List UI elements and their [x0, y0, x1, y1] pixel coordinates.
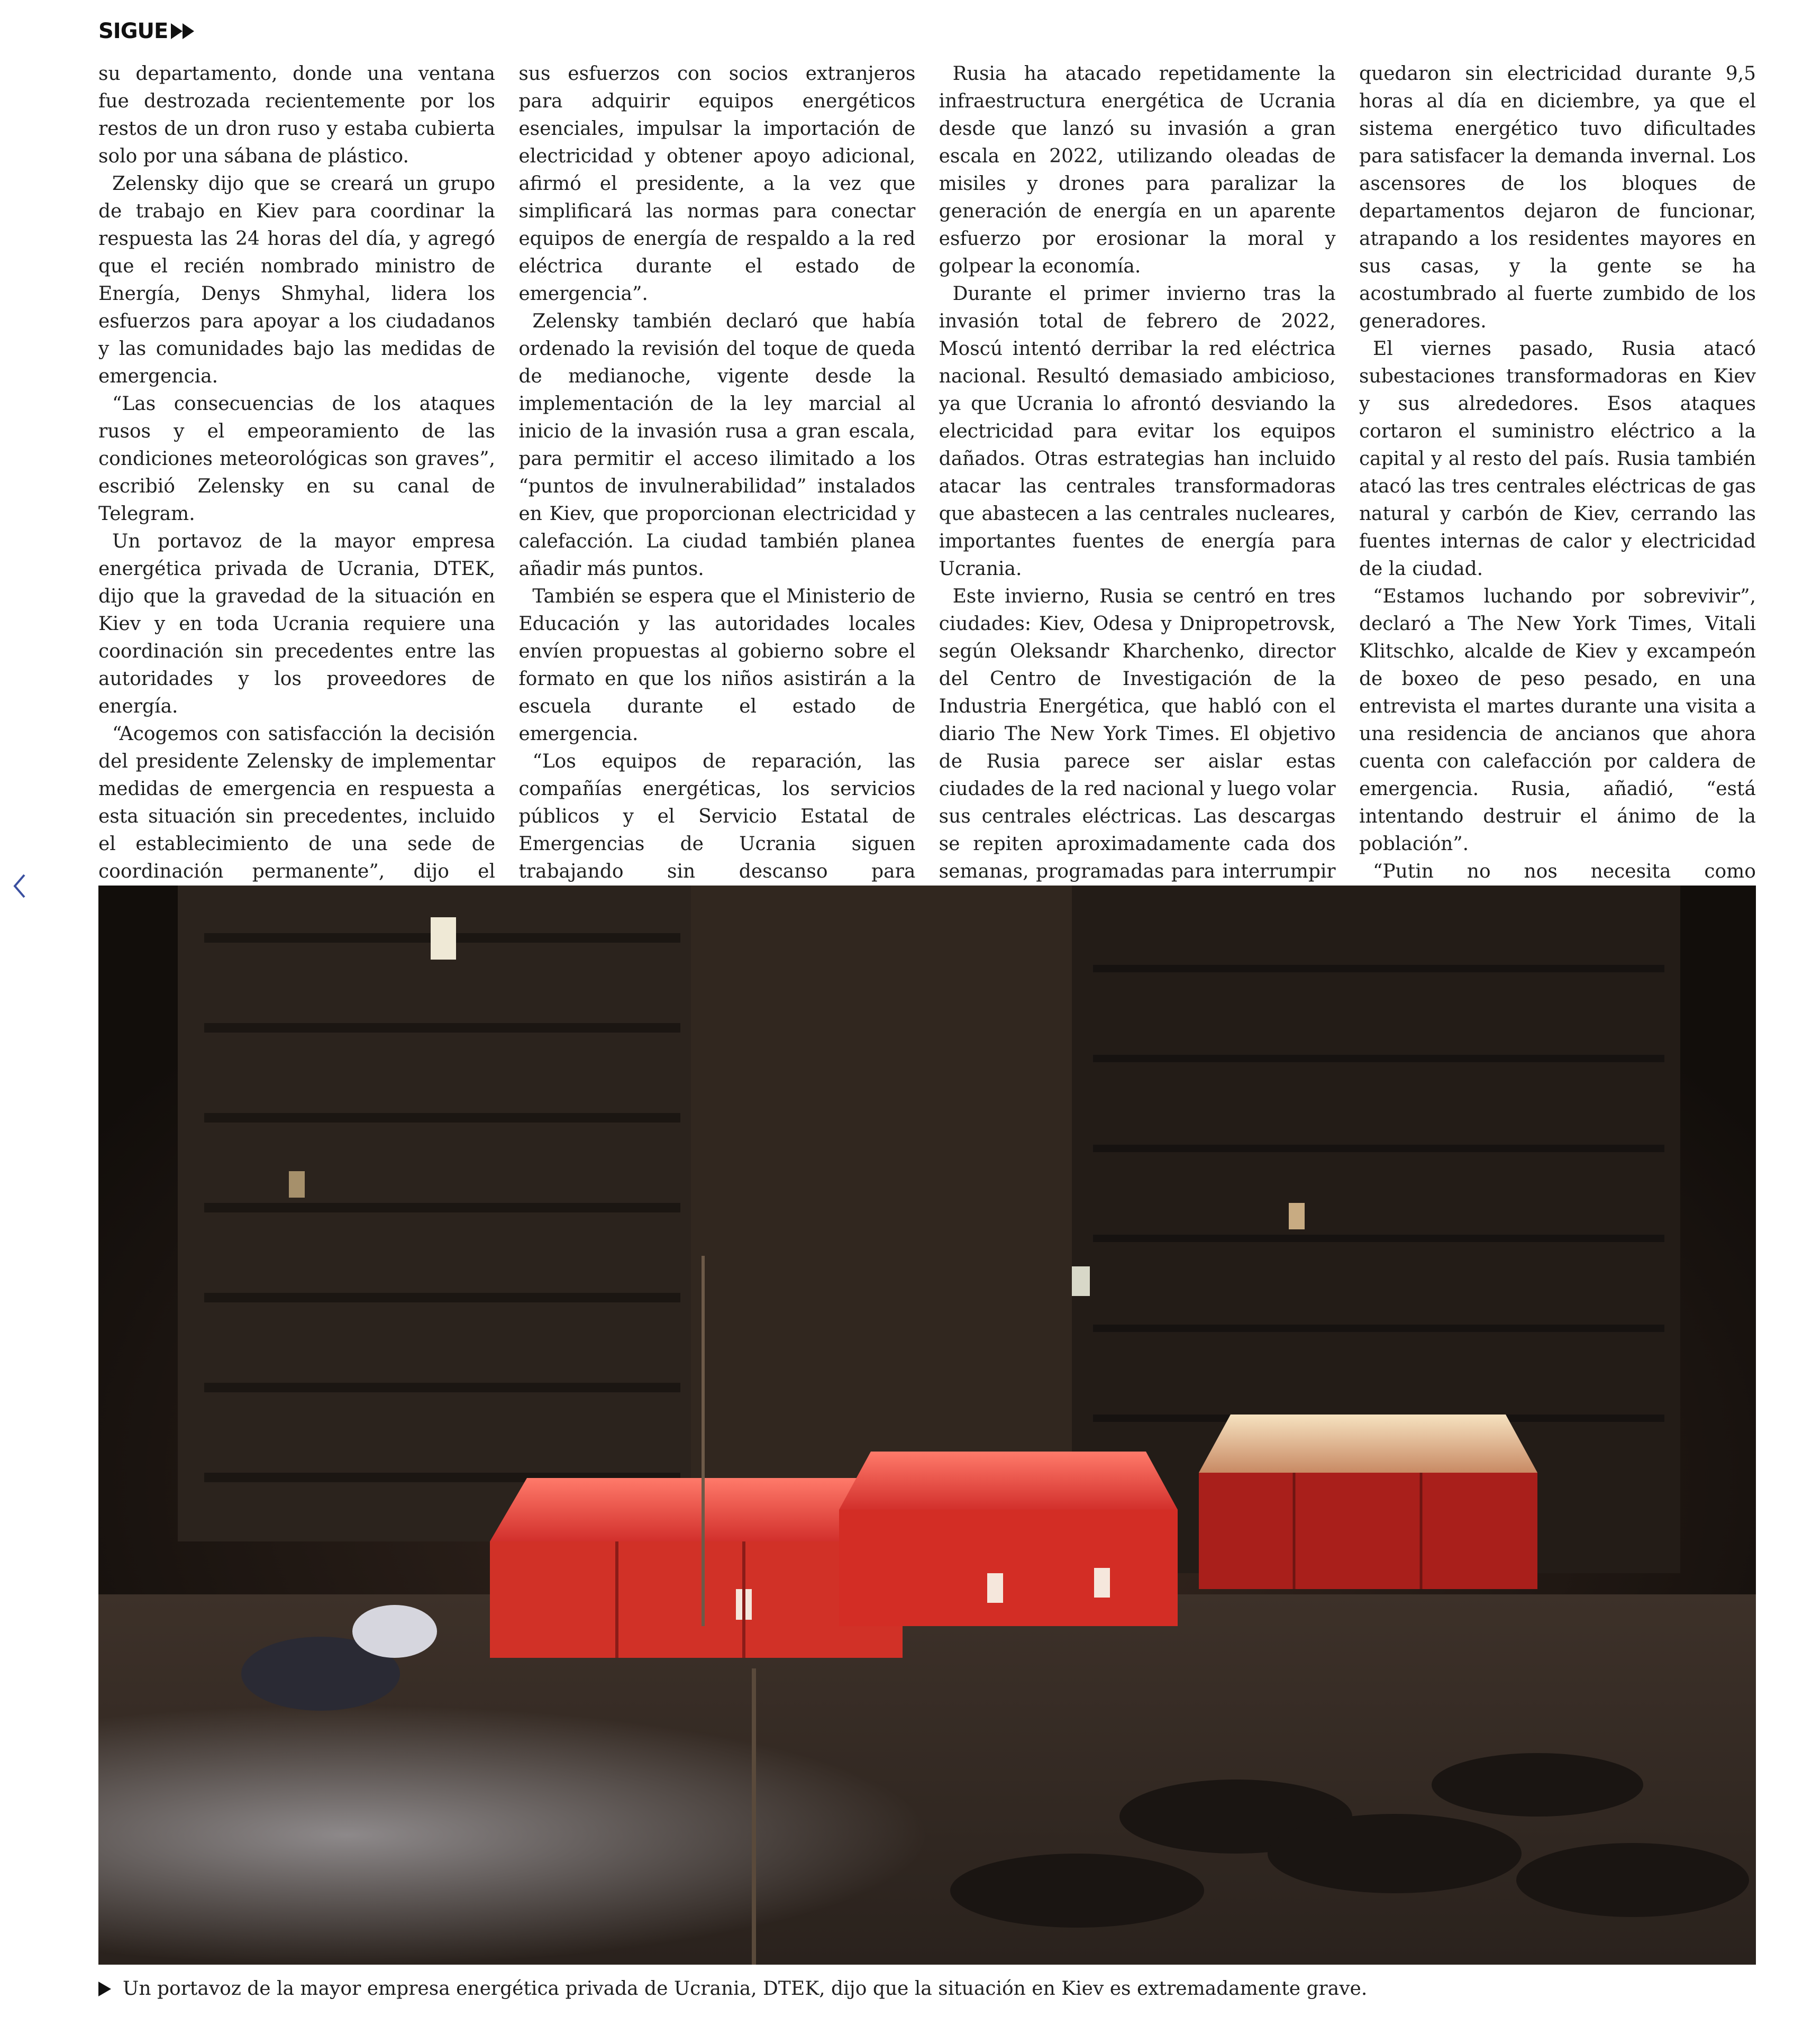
paragraph: También se espera que el Ministerio de Educación y las autoridades locales envíen propuestas al gobierno sobre el formato en que los niños asistirán a la escuela durante el estado de emergencia.	[518, 586, 916, 745]
continue-label	[98, 19, 194, 43]
article-column-3	[939, 60, 1336, 882]
paragraph: quedaron sin electricidad durante 9,5 horas al día en diciembre, ya que el sistema energético tuvo dificultades para satisfacer la demanda invernal. Los ascensores de los bloques de departamentos dejaron de funcionar, atrapando a los residentes mayores en sus casas, y la gente se ha acostumbrado al fuerte zumbido de los generadores.	[1359, 63, 1756, 332]
paragraph: “Acogemos con satisfacción la decisión del presidente Zelensky de implementar medidas de emergencia en respuesta a esta situación sin precedentes, incluido el establecimiento de una sede de coordinación permanente”, dijo el	[98, 723, 495, 882]
photo-caption	[98, 1975, 1756, 2003]
paragraph: Zelensky también declaró que había ordenado la revisión del toque de queda de medianoche, vigente desde la implementación de la ley marcial al inicio de la invasión rusa a gran escala, para permitir el acceso ilimitado a los “puntos de invulnerabilidad” instalados en Kiev, que proporcionan electricidad y calefacción. La ciudad también planea añadir más puntos.	[518, 311, 916, 580]
paragraph: Este invierno, Rusia se centró en tres ciudades: Kiev, Odesa y Dnipropetrovsk, según Oleksandr Kharchenko, director del Centro de Investigación de la Industria Energética, que habló con el diario The New York Times. El objetivo de Rusia parece ser aislar estas ciudades de la red nacional y luego volar sus centrales eléctricas. Las descargas se repiten aproximadamente cada dos semanas, programadas para interrumpir	[939, 586, 1336, 882]
caption-text: Un portavoz de la mayor empresa energética privada de Ucrania, DTEK, dijo que la situación en Kiev es extremadamente grave.	[123, 1978, 1368, 2000]
paragraph: Rusia ha atacado repetidamente la infraestructura energética de Ucrania desde que lanzó su invasión a gran escala en 2022, utilizando oleadas de misiles y drones para paralizar la generación de energía en un aparente esfuerzo por erosionar la moral y golpear la economía.	[939, 63, 1336, 277]
article-photo	[98, 886, 1756, 1965]
paragraph: “Los equipos de reparación, las compañías energéticas, los servicios públicos y el Servicio Estatal de Emergencias de Ucrania siguen trabajando sin descanso para	[518, 751, 916, 882]
paragraph: Zelensky dijo que se creará un grupo de trabajo en Kiev para coordinar la respuesta las 24 horas del día, y agregó que el recién nombrado ministro de Energía, Denys Shmyhal, lidera los esfuerzos para apoyar a los ciudadanos y las comunidades bajo las medidas de emergencia.	[98, 173, 495, 387]
chevron-left-icon	[12, 873, 28, 899]
paragraph: Un portavoz de la mayor empresa energética privada de Ucrania, DTEK, dijo que la gravedad de la situación en Kiev y en toda Ucrania requiere una coordinación sin precedentes entre las autoridades y los proveedores de energía.	[98, 531, 495, 717]
article-column-1	[98, 60, 495, 882]
paragraph: Durante el primer invierno tras la invasión total de febrero de 2022, Moscú intentó derribar la red eléctrica nacional. Resultó demasiado ambicioso, ya que Ucrania lo afrontó desviando la electricidad para evitar los equipos dañados. Otras estrategias han incluido atacar las centrales transformadoras que abastecen a las centrales nucleares, importantes fuentes de energía para Ucrania.	[939, 283, 1336, 580]
paragraph: “Estamos luchando por sobrevivir”, declaró a The New York Times, Vitali Klitschko, alcalde de Kiev y excampeón de boxeo de peso pesado, en una entrevista el martes durante una visita a una residencia de ancianos que ahora cuenta con calefacción por caldera de emergencia. Rusia, añadió, “está intentando destruir el ánimo de la población”.	[1359, 586, 1756, 855]
paragraph: su departamento, donde una ventana fue destrozada recientemente por los restos de un dron ruso y estaba cubierta solo por una sábana de plástico.	[98, 63, 495, 167]
article-body	[98, 60, 1756, 882]
paragraph: El viernes pasado, Rusia atacó subestaciones transformadoras en Kiev y sus alrededores. Esos ataques cortaron el suministro eléctrico a la capital y al resto del país. Rusia también atacó las tres centrales eléctricas de gas natural y carbón de Kiev, cerrando las fuentes internas de calor y electricidad de la ciudad.	[1359, 338, 1756, 580]
article-column-2	[518, 60, 916, 882]
emergency-tents-night-photo	[98, 886, 1756, 1965]
triangle-right-icon	[98, 1982, 111, 1996]
article-column-4	[1359, 60, 1756, 882]
paragraph: “Las consecuencias de los ataques rusos y el empeoramiento de las condiciones meteorológicas son graves”, escribió Zelensky en su canal de Telegram.	[98, 393, 495, 525]
paragraph-text: “Putin no nos necesita como	[1372, 861, 1756, 882]
previous-page-button[interactable]	[6, 868, 33, 905]
continue-text: SIGUE	[98, 19, 168, 43]
double-arrow-right-icon	[171, 23, 194, 39]
paragraph: sus esfuerzos con socios extranjeros para adquirir equipos energéticos esenciales, impulsar la importación de electricidad y obtener apoyo adicional, afirmó el presidente, a la vez que simplificará las normas para conectar equipos de energía de respaldo a la red eléctrica durante el estado de emergencia”.	[518, 63, 916, 305]
